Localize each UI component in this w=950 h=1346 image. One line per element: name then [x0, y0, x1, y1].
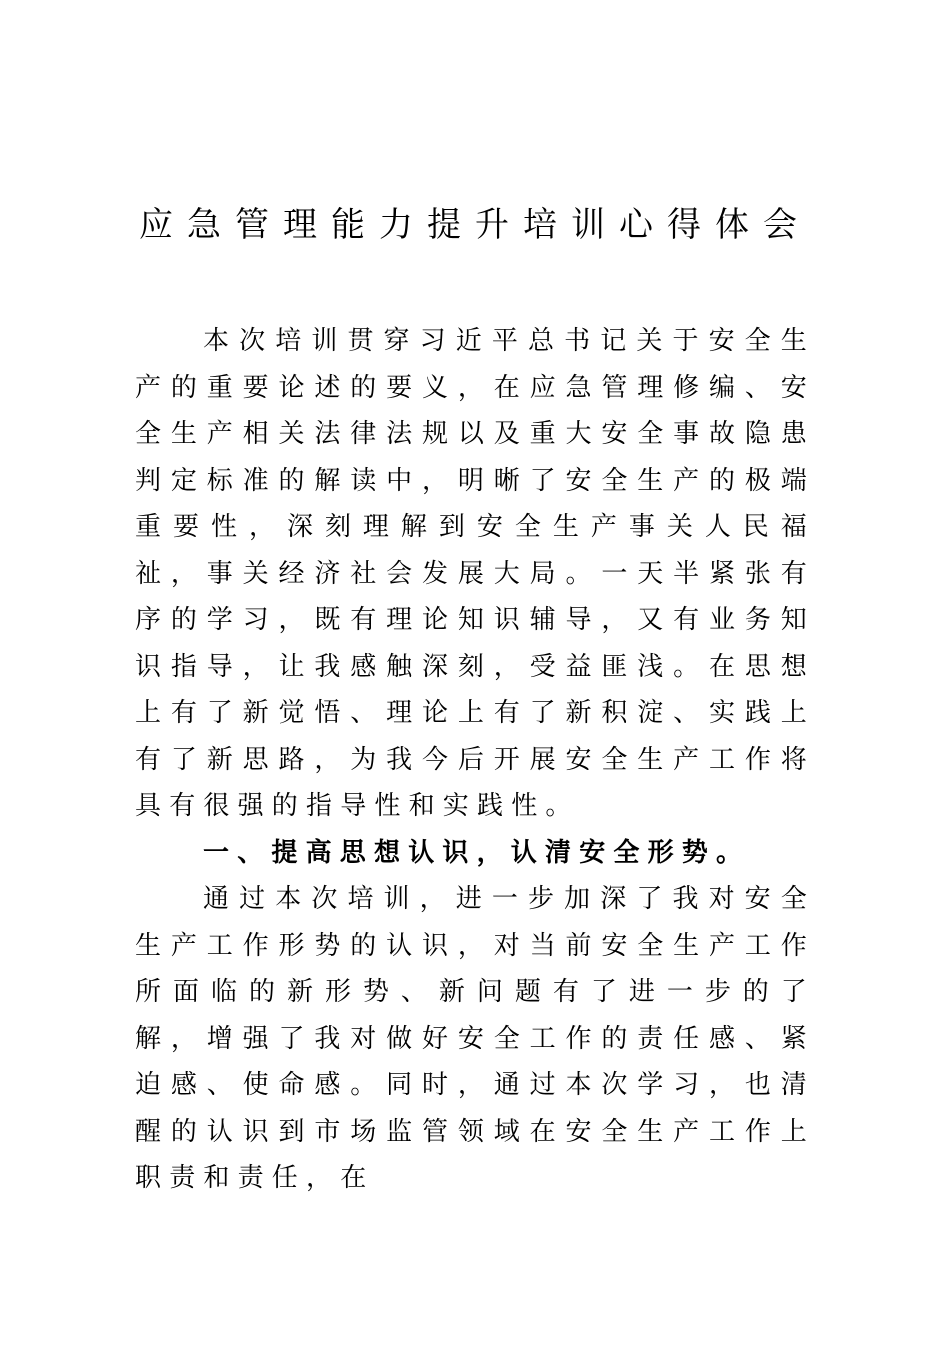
section-heading: 一、提高思想认识，认清安全形势。 [203, 838, 751, 868]
section-paragraph: 通过本次培训，进一步加深了我对安全生产工作形势的认识，对当前安全生产工作所面临的新形势、新问题有了进一步的了解，增强了我对做好安全工作的责任感、紧迫感、使命感。同时，通过本次学习，也清醒的认识到市场监管领域在安全生产工作上职责和责任，在 [135, 884, 815, 1193]
document-title: 应急管理能力提升培训心得体会 [139, 205, 811, 245]
intro-paragraph: 本次培训贯穿习近平总书记关于安全生产的重要论述的要义，在应急管理修编、安全生产相关法律法规以及重大安全事故隐患判定标准的解读中，明晰了安全生产的极端重要性，深刻理解到安全生产事关人民福祉，事关经济社会发展大局。一天半紧张有序的学习，既有理论知识辅导，又有业务知识指导，让我感触深刻，受益匪浅。在思想上有了新觉悟、理论上有了新积淀、实践上有了新思路，为我今后开展安全生产工作将具有很强的指导性和实践性。 [135, 326, 815, 821]
